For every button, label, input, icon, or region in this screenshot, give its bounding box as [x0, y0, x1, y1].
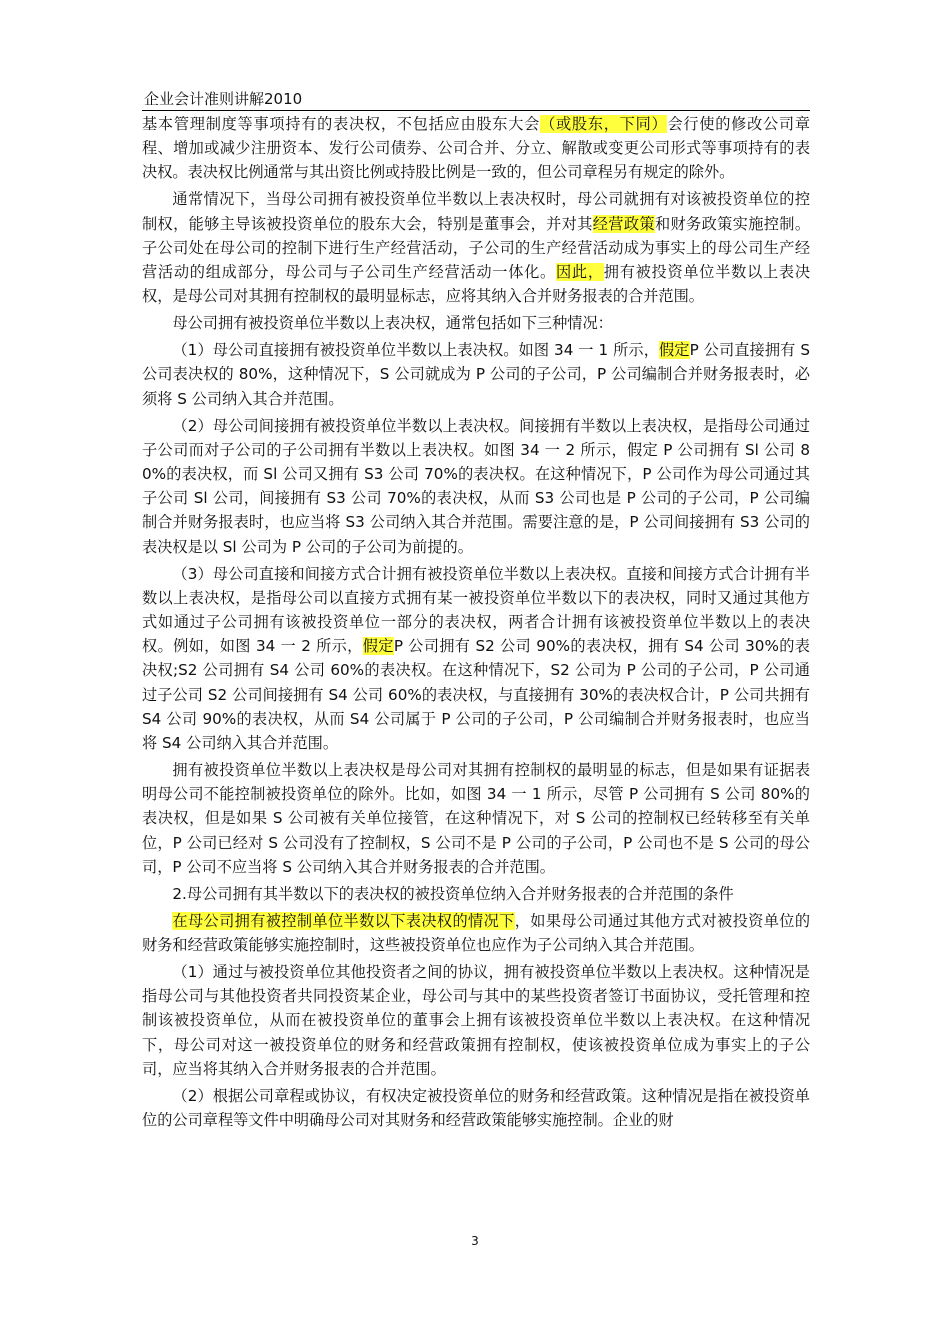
highlighted-text: （或股东，下同）: [540, 115, 668, 133]
paragraph: [142, 758, 810, 879]
paragraph: [142, 562, 810, 756]
text-run: P 公司直接拥有 S 公司表决权的 80%，这种情况下，S 公司就成为 P 公司的子公司，P 公司编制合并财务报表时，必须将 S 公司纳入其合并范围。: [142, 341, 810, 408]
text-run: （2）母公司间接拥有被投资单位半数以上表决权。间接拥有半数以上表决权，是指母公司通过子公司而对子公司的子公司拥有半数以上表决权。如图 34 一 2 所示，假定 P 公司拥有 Sl 公司 80%的表决权，而 Sl 公司又拥有 S3 公司 70%的表决权。在这种情况下，P 公司作为母公司通过其子公司 Sl 公司，间接拥有 S3 公司 70%的表决权，从而 S3 公司也是 P 公司的子公司，P 公司编制合并财务报表时，也应当将 S3 公司纳入其合并范围。需要注意的是，P 公司间接拥有 S3 公司的表决权是以 Sl 公司为 P 公司的子公司为前提的。: [142, 416, 810, 556]
page-footer: [0, 1233, 950, 1249]
paragraph: [142, 187, 810, 308]
text-run: 2.母公司拥有其半数以下的表决权的被投资单位纳入合并财务报表的合并范围的条件: [172, 884, 734, 903]
paragraph: [142, 414, 810, 559]
document-body: [142, 112, 810, 1135]
paragraph: [142, 311, 810, 335]
highlighted-text: 在母公司拥有被控制单位半数以下表决权的情况下: [172, 911, 515, 930]
text-run: 和财务政策实施控制。子公司处在母公司的控制下进行生产经营活动，子公司的生产经营活动成为事实上的母公司生产经营活动的组成部分，母公司与子公司生产经营活动一体化。: [142, 214, 811, 282]
page-number: 3: [471, 1234, 479, 1248]
paragraph: [142, 960, 810, 1081]
highlighted-text: 因此，: [555, 263, 604, 282]
paragraph: [142, 338, 810, 411]
paragraph: [142, 909, 810, 957]
paragraph: [142, 1084, 810, 1132]
text-run: 拥有被投资单位半数以上表决权是母公司对其拥有控制权的最明显的标志，但是如果有证据表明母公司不能控制被投资单位的除外。比如，如图 34 一 1 所示，尽管 P 公司拥有 S 公司 80%的表决权，但是如果 S 公司被有关单位接管，在这种情况下，对 S 公司的控制权已经转移至有关单位，P 公司已经对 S 公司没有了控制权，S 公司不是 P 公司的子公司，P 公司也不是 S 公司的母公司，P 公司不应当将 S 公司纳入其合并财务报表的合并范围。: [142, 761, 810, 876]
text-run: 母公司拥有被投资单位半数以上表决权，通常包括如下三种情况：: [172, 314, 613, 333]
text-run: ，如果母公司通过其他方式对被投资单位的财务和经营政策能够实施控制时，这些被投资单位也应作为子公司纳入其合并范围。: [142, 911, 811, 955]
text-run: （2）根据公司章程或协议，有权决定被投资单位的财务和经营政策。这种情况是指在被投资单位的公司章程等文件中明确母公司对其财务和经营政策能够实施控制。企业的财: [142, 1086, 810, 1130]
text-run: 会行使的修改公司章程、增加或减少注册资本、发行公司债券、公司合并、分立、解散或变更公司形式等事项持有的表决权。表决权比例通常与其出资比例或持股比例是一致的，但公司章程另有规定的除外。: [142, 115, 811, 182]
text-run: （1）通过与被投资单位其他投资者之间的协议，拥有被投资单位半数以上表决权。这种情况是指母公司与其他投资者共同投资某企业，母公司与其中的某些投资者签订书面协议，受托管理和控制该被投资单位，从而在被投资单位的董事会上拥有该被投资单位半数以上表决权。在这种情况下，母公司对这一被投资单位的财务和经营政策拥有控制权，使该被投资单位成为事实上的子公司，应当将其纳入合并财务报表的合并范围。: [142, 963, 810, 1078]
highlighted-text: 经营政策: [592, 214, 655, 233]
text-run: 拥有被投资单位半数以上表决权，是母公司对其拥有控制权的最明显标志，应将其纳入合并财务报表的合并范围。: [142, 263, 811, 306]
paragraph: [142, 112, 810, 185]
paragraph: [142, 882, 810, 906]
text-run: 通常情况下，当母公司拥有被投资单位半数以上表决权时，母公司就拥有对该被投资单位的控制权，能够主导该被投资单位的股东大会，特别是董事会，并对其: [142, 190, 810, 233]
highlighted-text: 假定: [659, 341, 690, 360]
header-title: 企业会计准则讲解2010: [144, 90, 303, 108]
text-run: 基本管理制度等事项持有的表决权，不包括应由股东大会: [142, 115, 541, 133]
text-run: （1）母公司直接拥有被投资单位半数以上表决权。如图 34 一 1 所示，: [172, 341, 659, 360]
text-run: （3）母公司直接和间接方式合计拥有被投资单位半数以上表决权。直接和间接方式合计拥有半数以上表决权，是指母公司以直接方式拥有某一被投资单位半数以下的表决权，同时又通过其他方式如通过子公司拥有该被投资单位一部分的表决权，两者合计拥有该被投资单位半数以上的表决权。例如，如图 34 一 2 所示，: [142, 564, 810, 656]
highlighted-text: 假定: [362, 637, 394, 656]
text-run: P 公司拥有 S2 公司 90%的表决权，拥有 S4 公司 30%的表决权;S2 公司拥有 S4 公司 60%的表决权。在这种情况下，S2 公司为 P 公司的子公司，P 公司通过子公司 S2 公司间接拥有 S4 公司 60%的表决权，与直接拥有 30%的表决权合计，P 公司共拥有 S4 公司 90%的表决权，从而 S4 公司属于 P 公司的子公司，P 公司编制合并财务报表时，也应当将 S4 公司纳入其合并范围。: [142, 637, 810, 753]
page-header: [142, 86, 810, 111]
